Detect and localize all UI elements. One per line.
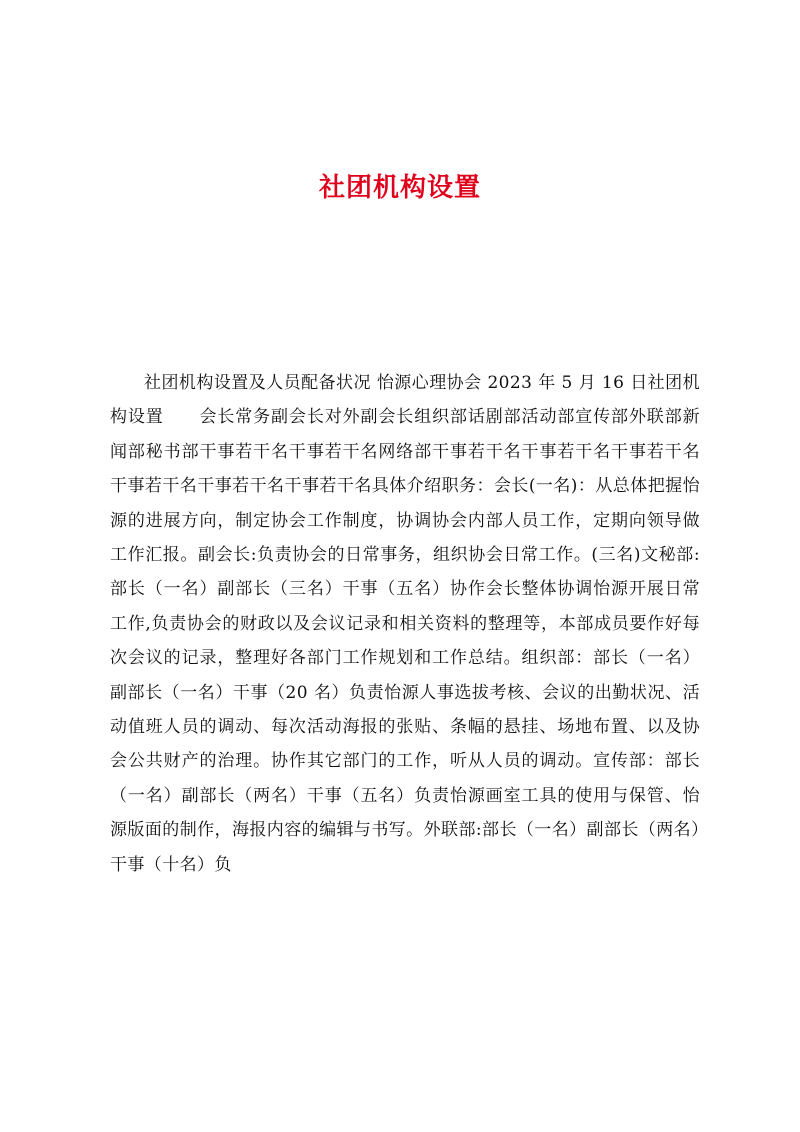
document-body-paragraph: 社团机构设置及人员配备状况 怡源心理协会 2023 年 5 月 16 日社团机构设置 会长常务副会长对外副会长组织部话剧部活动部宣传部外联部新闻部秘书部干事若干名干事若干名网络部干事若干名干事若干名干事若干名干事若干名干事若干名干事若干名具体介绍职务：会长(一名)：从总体把握怡源的进展方向，制定协会工作制度，协调协会内部人员工作，定期向领导做工作汇报。副会长:负责协会的日常事务，组织协会日常工作。(三名)文秘部:部长（一名）副部长（三名）干事（五名）协作会长整体协调怡源开展日常工作,负责协会的财政以及会议记录和相关资料的整理等，本部成员要作好每次会议的记录，整理好各部门工作规划和工作总结。组织部：部长（一名）副部长（一名）干事（20 名）负责怡源人事选拔考核、会议的出勤状况、活动值班人员的调动、每次活动海报的张贴、条幅的悬挂、场地布置、以及协会公共财产的治理。协作其它部门的工作，听从人员的调动。宣传部：部长（一名）副部长（两名）干事（五名）负责怡源画室工具的使用与保管、怡源版面的制作，海报内容的编辑与书写。外联部:部长（一名）副部长（两名）干事（十名）负 xyxy=(110,373,700,875)
document-title: 社团机构设置 xyxy=(318,173,481,203)
